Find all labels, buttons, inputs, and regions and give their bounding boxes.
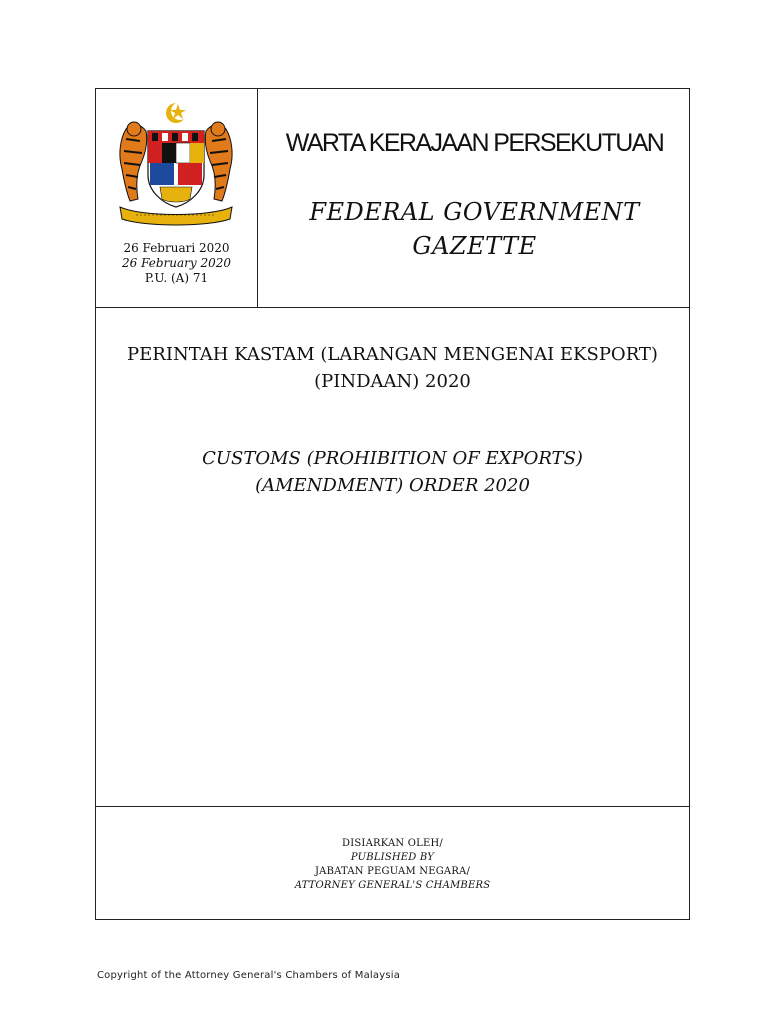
gazette-reference: P.U. (A) 71 [144, 271, 209, 285]
order-title-malay-line2: (PINDAAN) 2020 [314, 371, 471, 392]
gazette-header [96, 89, 689, 308]
order-title-malay [96, 341, 689, 395]
publisher-line-3: JABATAN PEGUAM NEGARA/ [314, 866, 471, 877]
copyright-notice: Copyright of the Attorney General's Chambers of Malaysia [97, 970, 401, 981]
publisher-info [96, 837, 689, 893]
date-english: 26 February 2020 [121, 256, 232, 270]
malaysia-coat-of-arms-icon [112, 99, 240, 229]
order-title-english [96, 445, 689, 499]
gazette-dates [96, 241, 257, 286]
publisher-line-4: ATTORNEY GENERAL'S CHAMBERS [294, 880, 491, 891]
publisher-box [96, 806, 689, 920]
masthead-english [258, 195, 691, 263]
header-right-cell [258, 89, 691, 307]
publisher-line-2: PUBLISHED BY [350, 852, 435, 863]
gazette-cover-frame [95, 88, 690, 920]
masthead-english-line1: FEDERAL GOVERNMENT [309, 198, 640, 226]
header-left-cell [96, 89, 258, 307]
order-title-english-line1: CUSTOMS (PROHIBITION OF EXPORTS) [202, 448, 583, 469]
publisher-line-1: DISIARKAN OLEH/ [342, 838, 443, 849]
order-title-english-line2: (AMENDMENT) ORDER 2020 [255, 475, 530, 496]
date-malay: 26 Februari 2020 [123, 241, 230, 255]
masthead-english-line2: GAZETTE [412, 232, 537, 260]
masthead-malay: WARTA KERAJAAN PERSEKUTUAN [285, 129, 664, 157]
order-title-malay-line1: PERINTAH KASTAM (LARANGAN MENGENAI EKSPORT) [127, 344, 658, 365]
